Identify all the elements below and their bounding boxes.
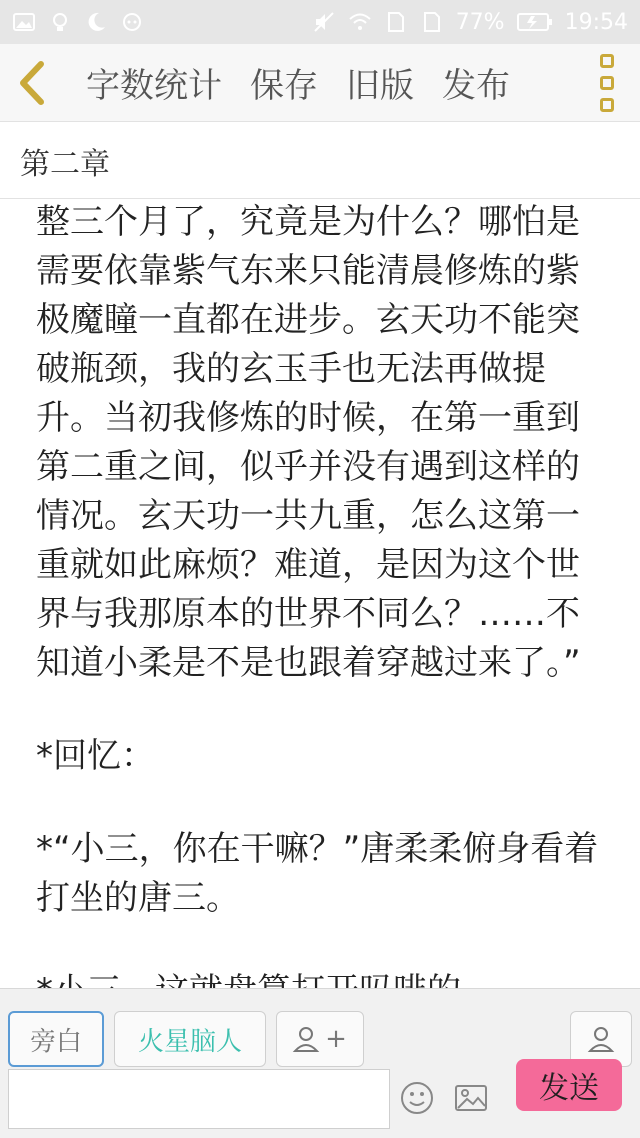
content-paragraph: *回忆： bbox=[36, 736, 155, 776]
send-button[interactable]: 发送 bbox=[516, 1059, 622, 1111]
clock: 19:54 bbox=[564, 9, 628, 35]
sim-card-icon bbox=[384, 10, 408, 34]
add-character-plus: + bbox=[325, 1024, 347, 1054]
image-icon bbox=[454, 1081, 488, 1115]
compose-bar bbox=[0, 988, 640, 1138]
emoji-button[interactable] bbox=[400, 1081, 434, 1115]
person-icon bbox=[293, 1025, 319, 1053]
chat-notification-icon bbox=[120, 10, 144, 34]
more-dot-icon bbox=[600, 98, 614, 112]
save-button[interactable]: 保存 bbox=[250, 66, 318, 106]
battery-percent: 77% bbox=[455, 9, 505, 35]
more-menu-button[interactable] bbox=[592, 54, 622, 112]
aside-chip[interactable]: 旁白 bbox=[8, 1011, 104, 1067]
publish-button[interactable]: 发布 bbox=[442, 66, 510, 106]
add-character-button[interactable] bbox=[276, 1011, 364, 1067]
back-button[interactable] bbox=[0, 44, 64, 122]
old-version-button[interactable]: 旧版 bbox=[346, 66, 414, 106]
chapter-content[interactable] bbox=[36, 198, 608, 988]
content-paragraph: 整三个月了，究竟是为什么？哪怕是需要依靠紫气东来只能清晨修炼的紫极魔瞳一直都在进步。玄天功不能突破瓶颈，我的玄玉手也无法再做提升。当初我修炼的时候，在第一重到第二重之间，似乎并没有遇到这样的情况。玄天功一共九重，怎么这第一重就如此麻烦？难道，是因为这个世界与我那原本的世界不同么？……不知道小柔是不是也跟着穿越过来了。” bbox=[36, 202, 581, 683]
wifi-icon bbox=[348, 10, 372, 34]
more-dot-icon bbox=[600, 76, 614, 90]
gallery-notification-icon bbox=[12, 10, 36, 34]
status-bar-right bbox=[312, 10, 628, 35]
status-bar bbox=[0, 0, 640, 44]
chevron-left-icon bbox=[15, 60, 49, 106]
content-paragraph: *“小三，你在干嘛？”唐柔柔俯身看着打坐的唐三。 bbox=[36, 829, 599, 918]
person-icon bbox=[588, 1025, 614, 1053]
insert-image-button[interactable] bbox=[454, 1081, 488, 1115]
battery-icon bbox=[517, 10, 553, 34]
mars-brain-chip[interactable]: 火星脑人 bbox=[114, 1011, 266, 1067]
sim-card-2-icon bbox=[420, 10, 444, 34]
chapter-title[interactable]: 第二章 bbox=[0, 123, 640, 199]
moon-notification-icon bbox=[84, 10, 108, 34]
status-bar-left bbox=[12, 10, 144, 34]
mute-icon bbox=[312, 10, 336, 34]
lightbulb-notification-icon bbox=[48, 10, 72, 34]
word-count-button[interactable]: 字数统计 bbox=[86, 66, 222, 106]
more-dot-icon bbox=[600, 54, 614, 68]
message-input[interactable] bbox=[8, 1069, 390, 1129]
role-chip-row bbox=[8, 1011, 364, 1067]
smiley-icon bbox=[400, 1081, 434, 1115]
editor-toolbar bbox=[0, 44, 640, 122]
